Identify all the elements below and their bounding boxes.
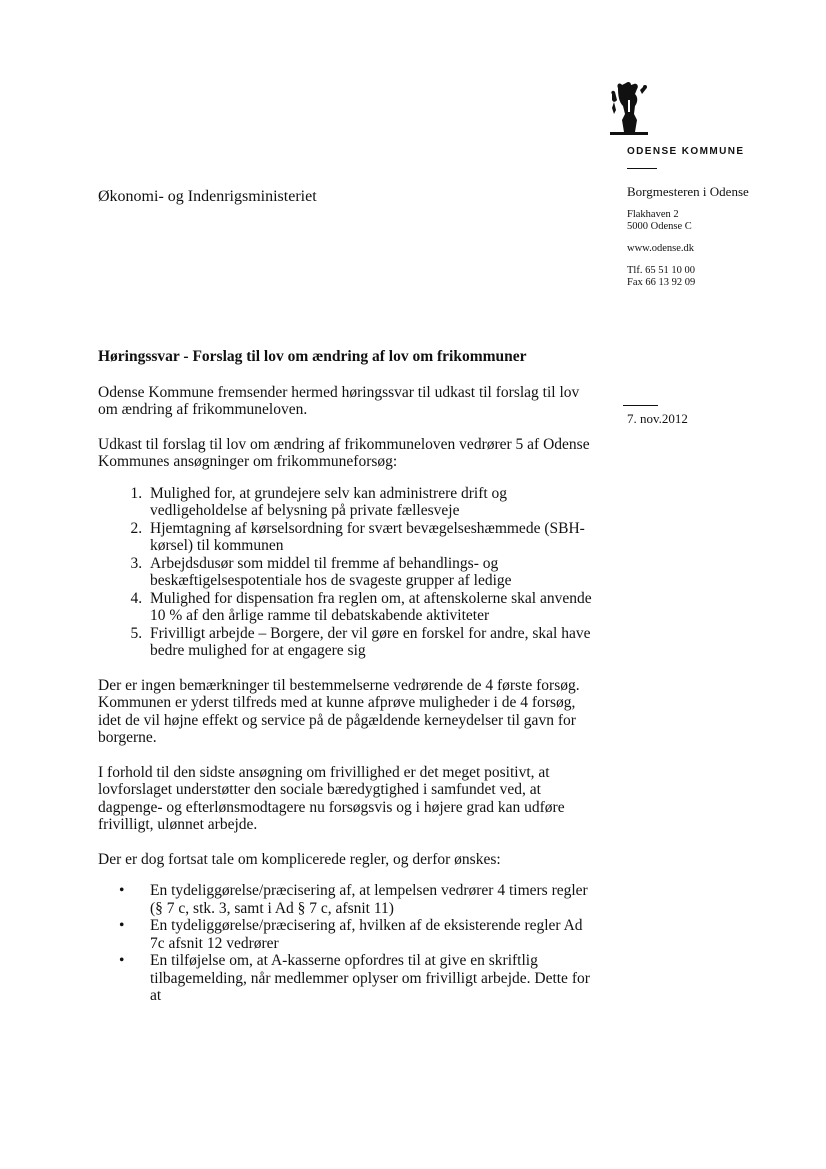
sender-city: 5000 Odense C bbox=[627, 221, 692, 232]
list-item: 2. Hjemtagning af kørselsordning for svært bevægelseshæmmede (SBH-kørsel) til kommunen bbox=[146, 520, 598, 555]
bullet-icon: • bbox=[119, 917, 125, 934]
bullet-text: En tydeliggørelse/præcisering af, at lempelsen vedrører 4 timers regler (§ 7 c, stk. 3, samt i Ad § 7 c, afsnit 11) bbox=[150, 882, 588, 917]
list-item: 3. Arbejdsdusør som middel til fremme af behandlings- og beskæftigelsespotentiale hos de svageste grupper af ledige bbox=[146, 555, 598, 590]
bullet-icon: • bbox=[119, 952, 125, 969]
sender-phone: Tlf. 65 51 10 00 bbox=[627, 265, 695, 276]
list-item: 4. Mulighed for dispensation fra reglen om, at aftenskolerne skal anvende 10 % af den årlige ramme til debatskabende aktiviteter bbox=[146, 590, 598, 625]
paragraph-scope: Udkast til forslag til lov om ændring af frikommuneloven vedrører 5 af Odense Kommunes ansøgninger om frikommuneforsøg: bbox=[98, 435, 590, 470]
sender-title: Borgmesteren i Odense bbox=[627, 184, 749, 199]
letter-body bbox=[98, 348, 598, 1005]
odense-coat-of-arms-logo-icon bbox=[604, 80, 654, 140]
header-divider bbox=[627, 168, 657, 169]
bullet-icon: • bbox=[119, 882, 125, 899]
paragraph-intro: Odense Kommune fremsender hermed høringssvar til udkast til forslag til lov om ændring af frikommuneloven. bbox=[98, 383, 580, 418]
bullet-list bbox=[98, 882, 598, 1005]
list-item: 1. Mulighed for, at grundejere selv kan administrere drift og vedligeholdelse af belysning på private fællesveje bbox=[146, 485, 598, 520]
municipality-name: ODENSE KOMMUNE bbox=[627, 146, 745, 157]
bullet-text: En tydeliggørelse/præcisering af, hvilken af de eksisterende regler Ad 7c afsnit 12 vedrører bbox=[150, 917, 583, 952]
list-item bbox=[119, 917, 598, 952]
sender-fax: Fax 66 13 92 09 bbox=[627, 277, 696, 288]
list-item: 5. Frivilligt arbejde – Borgere, der vil gøre en forskel for andre, skal have bedre mulighed for at engagere sig bbox=[146, 625, 598, 660]
numbered-list bbox=[98, 485, 598, 660]
sender-website: www.odense.dk bbox=[627, 243, 694, 254]
sender-street: Flakhaven 2 bbox=[627, 209, 679, 220]
date-divider bbox=[623, 405, 658, 406]
letter-date: 7. nov.2012 bbox=[627, 411, 688, 426]
paragraph-remarks: Der er ingen bemærkninger til bestemmelserne vedrørende de 4 første forsøg. Kommunen er yderst tilfreds med at kunne afprøve muligheder i de 4 forsøg, idet de vil højne effekt og service på de pågældende kerneydelser til gavn for borgerne. bbox=[98, 676, 580, 746]
list-item bbox=[119, 952, 598, 1005]
bullet-text: En tilføjelse om, at A-kasserne opfordres til at give en skriftlig tilbagemelding, når medlemmer oplyser om frivilligt arbejde. Dette for at bbox=[150, 952, 590, 1004]
recipient-name: Økonomi- og Indenrigsministeriet bbox=[98, 188, 317, 205]
list-item bbox=[119, 882, 598, 917]
paragraph-volunteering: I forhold til den sidste ansøgning om frivillighed er det meget positivt, at lovforslaget understøtter den sociale bæredygtighed i samfundet ved, at dagpenge- og efterlønsmodtagere nu forsøgsvis og i højere grad kan udføre frivilligt, ulønnet arbejde. bbox=[98, 763, 565, 833]
paragraph-requests: Der er dog fortsat tale om komplicerede regler, og derfor ønskes: bbox=[98, 850, 501, 868]
letter-subject: Høringssvar - Forslag til lov om ændring af lov om frikommuner bbox=[98, 348, 527, 365]
sender-block bbox=[627, 185, 749, 289]
